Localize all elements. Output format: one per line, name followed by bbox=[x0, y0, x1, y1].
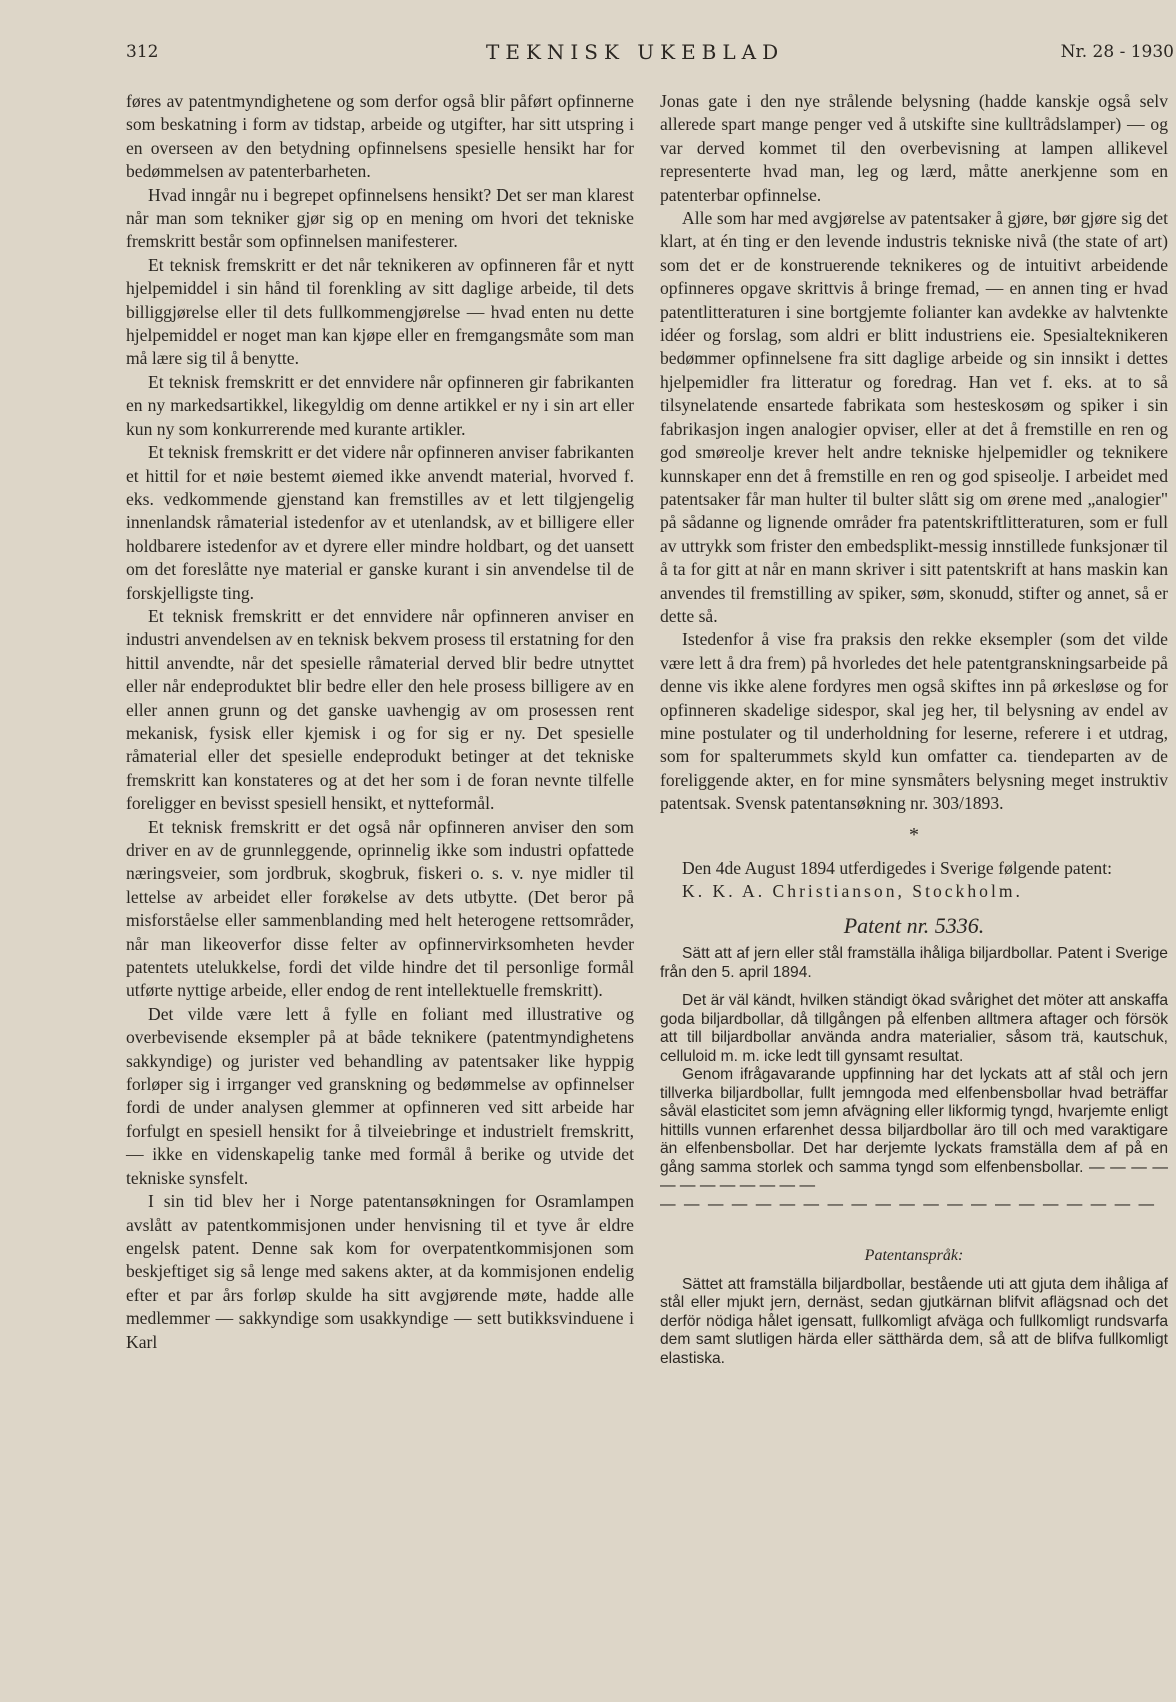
patent-title: Patent nr. 5336. bbox=[843, 912, 985, 938]
paragraph: Et teknisk fremskritt er det ennvidere når opfinneren anviser en industri anvendelsen av en teknisk bekvem prosess til erstatning for den hittil anvendte, når det spesielle råmaterial derved blir bedre utnyttet eller når endeproduktet blir bedre eller den hele prosess billigere av en eller annen grunn og det ganske uavhengig av om prosessen rent mekanisk, fysisk eller kjemisk i og for sig er ny. Det spesielle råmaterial eller det spesielle endeprodukt betinger at det tekniske fremskritt kan konstateres og at det her som i de foran nevnte tilfelle foreligger en bevisst spesiell hensikt, et nytteformål. bbox=[126, 605, 634, 814]
right-column bbox=[660, 90, 1168, 1368]
page-header bbox=[126, 40, 1174, 70]
paragraph: Et teknisk fremskritt er det når teknikeren av opfinneren får et nytt hjelpemiddel i sin hånd til forenkling av sitt daglige arbeide, til dets billiggjørelse eller til dets fullkommengjørelse — hvad enten nu dette hjelpemiddel er noget man kan kjøpe eller en fremgangsmåte som man må lære sig til å benytte. bbox=[126, 254, 634, 369]
claims-text: Sättet att framställa biljardbollar, bestående uti att gjuta dem ihåliga af stål eller mjukt jern, dernäst, sedan gjutkärnan blifvit aflägsnad och det derför nödiga hålet igensatt, fullkomligt afväga och fullkomligt rundsvarfa dem samt slutligen härda eller sätthärda dem, så att de blifva fullkomligt elastiska. bbox=[660, 1275, 1168, 1367]
page-number: 312 bbox=[126, 42, 159, 62]
dash-line: — — — — — — — — — — — — — — — — — — — — — bbox=[660, 1195, 1157, 1213]
patent-text: Genom ifrågavarande uppfinning har det lyckats att af stål och jern tillverka biljardbollar, fullt jemngoda med elfenbensbollar hvad beträffar såväl elasticitet som jemn afvägning eller likformig tyngd, hvarjemte enligt hittills vunnen erfarenhet dessa biljardbollar äro till och med varaktigare än elfenbensbollar. Det har derjemte lyckats framställa dem af på en gång samma storlek och samma tyngd som elfenbensbollar. — — — — — — — — — — — — bbox=[660, 1066, 1168, 1195]
paragraph: føres av patentmyndighetene og som derfor også blir påført opfinnerne som beskatning i form av tidstap, arbeide og utgifter, har sitt utspring i en overseen av den betydning opfinnelsens spesielle hensikt har for bedømmelsen av patenterbarheten. bbox=[126, 91, 634, 182]
paragraph: I sin tid blev her i Norge patentansøkningen for Osramlampen avslått av patentkommisjonen under henvisning til et tyve år eldre engelsk patent. Denne sak kom for overpatentkommisjonen som beskjeftiget sig så lenge med sakens akter, at da kommisjonen endelig efter et par års forløp skulde ha sitt avgjørende møte, hadde alle medlemmer — sakkyndige som usakkyndige — sett butikksvinduene i Karl bbox=[126, 1191, 634, 1352]
left-column bbox=[126, 90, 634, 1354]
paragraph: Alle som har med avgjørelse av patentsaker å gjøre, bør gjøre sig det klart, at én ting er den levende industris tekniske nivå (the state of art) som det er de konstruerende teknikeres og de intuitivt arbeidende opfinneres opgave skrittvis å bringe fremad, — en annen ting er hvad patentlitteraturen i sine bortgjemte folianter kan avdekke av halvtenkte idéer og forslag, som aldri er blitt industriens eie. Spesialteknikeren bedømmer opfinnelsene fra sitt daglige arbeide og sin innsikt i dettes hjelpemidler fra litteratur og foredrag. Han vet f. eks. at to så tilsynelatende ensartede fabrikata som hesteskosøm og spiker i sin fabrikasjon ingen analogier opviser, eller at det å fremstille en ren og god smøreolje krever helt andre tekniske hjelpemidler og teknikere kunnskaper enn det å fremstille en ren og god spiseolje. I arbeidet med patentsaker får man hulter til bulter slått sig om ørene med „analogier" på sådanne og lignende områder fra patentskriftlitteraturen, som er full av uttrykk som frister den embedsplikt-messig innstillede funksjonær til å ta for gitt at når en mann skriver i sitt patentskrift at hans maskin kan anvendes til fremstilling av spiker, søm, skonudd, stifter og annet, så er dette så. bbox=[660, 208, 1168, 626]
inventor-line: K. K. A. Christianson, Stockholm. bbox=[682, 881, 1023, 902]
paragraph: Et teknisk fremskritt er det også når opfinneren anviser den som driver en av de grunnleggende, oprinnelig ikke som industri opfattede næringsveier, som jordbruk, skogbruk, fiskeri o. s. v. nye midler til lettelse av arbeidet eller forøkelse av dets utbytte. (Det beror på misforståelse eller sammenblanding med helt heterogene rettsområder, når man likeoverfor disse felter av opfinnervirksomheten hevder patentets utelukkelse, fordi det vilde hindre det til personlige formål utførte nyttige arbeide, eller endog de rent intellektuelle fremskritt). bbox=[126, 816, 634, 1001]
section-separator: * bbox=[909, 823, 919, 846]
patent-text: Det är väl kändt, hvilken ständigt ökad svårighet det möter att anskaffa goda biljardbollar, då tillgången på elfenben alltmera aftager och försök att till biljardbollar använda andra materialier, såsom trä, kautschuk, celluloid m. m. icke ledt till gynsamt resultat. bbox=[660, 992, 1168, 1065]
paragraph: Jonas gate i den nye strålende belysning (hadde kanskje også selv allerede spart mange penger ved å utskifte sine kulltrådslamper) — og var derved kommet til den overbevisning at lampen allikevel representerte hvad man, leg og lærd, måtte anerkjenne som en patenterbar opfinnelse. bbox=[660, 91, 1168, 205]
paragraph: Det vilde være lett å fylle en foliant med illustrative og overbevisende eksempler på at både teknikere (patentmyndighetens sakkyndige) og jurister ved behandling av patentsaker like hyppig forløper sig i irrganger ved granskning og bedømmelse av opfinnelser fordi de under analysen glemmer at opfinneren ved sitt arbeide har forfulgt en spesiell hensikt for å tilveiebringe et industrielt fremskritt, — ikke en videnskapelig tanke med formål å berike og utvide det tekniske synsfelt. bbox=[126, 1003, 634, 1188]
paragraph: Hvad inngår nu i begrepet opfinnelsens hensikt? Det ser man klarest når man som tekniker gjør sig op en mening om hvori det tekniske fremskritt består som opfinnelsen manifesterer. bbox=[126, 184, 634, 252]
journal-title: TEKNISK UKEBLAD bbox=[486, 40, 785, 64]
issue-number: Nr. 28 - 1930 bbox=[1060, 42, 1174, 62]
paragraph: Et teknisk fremskritt er det videre når opfinneren anviser fabrikanten et hittil for et nøie bestemt øiemed ikke anvendt material, hvorved f. eks. vedkommende gjenstand kan fremstilles av et lett tilgjengelig innenlandsk råmaterial istedenfor av et utenlandsk, av et billigere eller holdbarere istedenfor av et dyrere eller mindre holdbart, og det uansett om det foreslåtte nye material er ganske kurant i sin anvendelse til de forskjelligste ting. bbox=[126, 442, 634, 603]
paragraph: Et teknisk fremskritt er det ennvidere når opfinneren gir fabrikanten en ny markedsartikkel, likegyldig om denne artikkel er ny i sin art eller kun ny som konkurrerende med kurante artikler. bbox=[126, 371, 634, 439]
paragraph: Istedenfor å vise fra praksis den rekke eksempler (som det vilde være lett å dra frem) på hvorledes det hele patentgranskningsarbeide på denne vis ikke alene fordyres men også skiftes inn på ørkesløse og for opfinneren skadelige sidespor, skal jeg her, til belysning av endel av mine postulater og til underholdning for leserne, referere i et utdrag, som for spalterummets skyld kun omfatter ca. tiendeparten av de foreliggende akter, en for mine synsmåters belysning meget instruktiv patentsak. Svensk patentansøkning nr. 303/1893. bbox=[660, 629, 1168, 814]
paragraph: Den 4de August 1894 utferdigedes i Sverige følgende patent: bbox=[682, 858, 1112, 878]
claims-heading: Patentanspråk: bbox=[864, 1247, 964, 1265]
patent-subtitle: Sätt att af jern eller stål framställa ihåliga biljardbollar. Patent i Sverige från den 5. april 1894. bbox=[660, 945, 1168, 981]
